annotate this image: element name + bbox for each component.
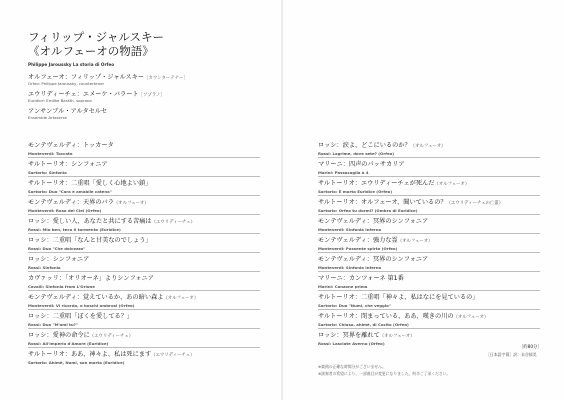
item-divider xyxy=(28,328,260,329)
item-divider xyxy=(318,157,540,158)
program-subtitle: Philippe Jaroussky La storia di Orfeo xyxy=(28,62,115,67)
program-item: ロッシ：シンフォニア Rossi: Sinfonia xyxy=(28,256,90,270)
performer-ensemble-en: Ensemble Artaserse xyxy=(28,115,67,120)
performer-euridice-en: Euridice: Emőke Baráth, soprano xyxy=(28,98,92,103)
item-divider xyxy=(318,290,540,291)
program-item: マリーニ：四声のパッサカリア Marini: Passacaglia à 4 xyxy=(318,161,405,175)
program-note: ※楽曲の正確な時間分がございません。 xyxy=(318,364,386,369)
program-item: ロッシ：涙よ、どこにいるのか？（オルフェーオ） Rossi: Lagrime, dove sete? (Orfeo) xyxy=(318,142,446,156)
item-divider xyxy=(28,176,260,177)
performer-orfeo-en: Orfeo: Philippe Jaroussky, countertenor xyxy=(28,81,105,86)
program-item: モンテヴェルディ：冥界のシンフォニア Monteverdi: Sinfonia Inferno xyxy=(318,256,429,270)
program-item: カヴァッリ：「オリオーネ」よりシンフォニア Cavalli: Sinfonia from L'Orione xyxy=(28,275,154,289)
program-item: マリーニ：カンツォーネ 第1番 Marini: Canzone prima xyxy=(318,275,404,289)
program-item: ロッシ：二重唱「ぼくを愛してる？」 Rossi: Duo "M'ami tu?" xyxy=(28,313,134,327)
item-divider xyxy=(318,328,540,329)
program-item: モンテヴェルディ：覚えているか、あの暗い森よ（オルフェーオ） Monteverdi: Vi ricorda, o boschi ombrosi (Orfeo) xyxy=(28,294,199,308)
program-item: モンテヴェルディ：トッカータ Monteverdi: Toccata xyxy=(28,142,114,156)
item-divider xyxy=(28,195,260,196)
item-divider xyxy=(28,157,260,158)
item-divider xyxy=(318,271,540,272)
page-title-line1: フィリップ・ジャルスキー xyxy=(28,30,165,44)
program-item: サルトーリオ：二重唱「神々よ、私はなにを見ているの」 Sartorio: Duo "Numi, che veggio" xyxy=(318,294,479,308)
item-divider xyxy=(318,176,540,177)
item-divider xyxy=(318,233,540,234)
program-item: サルトーリオ：オルフェーオ、聞いているの？（エウリディーチェの亡霊） Sartorio: Orfeo tu dormi? (Ombra di Euridice) xyxy=(318,199,504,213)
program-item: ロッシ：愛しい人、あなたと共にする苦痛は（エウリディーチェ） Rossi: Mio ben, teco il tormento (Euridice) xyxy=(28,218,195,232)
performer-orfeo: オルフェーオ：フィリップ・ジャルスキー［カウンターテナー］ xyxy=(28,74,188,81)
program-item: モンテヴェルディ：強力な霊（オルフェーオ） Monteverdi: Possente spirto (Orfeo) xyxy=(318,237,433,251)
page-title-line2: 《オルフェーオの物語》 xyxy=(28,44,154,58)
program-item: サルトーリオ：エウリディーチェが死んだ（オルフェーオ） Sartorio: È morta Euridice (Orfeo) xyxy=(318,180,470,194)
subtitle-translator: ［日本語字幕］訳：未谷郁美 xyxy=(486,352,537,357)
item-divider xyxy=(318,309,540,310)
item-divider xyxy=(28,309,260,310)
item-divider xyxy=(28,233,260,234)
program-item: モンテヴェルディ：冥界のシンフォニア Monteverdi: Sinfonia Inferno xyxy=(318,218,429,232)
program-item: サルトーリオ：閉まっている、ああ、嘆きの川の（オルフェーオ） Sartorio: Chiuso, ahimè, di Cocito (Orfeo) xyxy=(318,313,489,327)
program-item: サルトーリオ：シンフォニア Sartorio: Sinfonia xyxy=(28,161,108,175)
item-divider xyxy=(28,290,260,291)
program-item: ロッシ：冥界を離れて（オルフェーオ） Rossi: Lasciate Averno (Orfeo) xyxy=(318,332,415,346)
program-item: ロッシ：愛神の命令に（エウリディーチェ） Rossi: All'imperio d'Amore (Euridice) xyxy=(28,332,134,346)
performer-ensemble: アンサンブル・アルタセルセ xyxy=(28,108,108,115)
performer-euridice: エウリディーチェ：エメーケ・バラート［ソプラノ］ xyxy=(28,91,165,98)
program-item: サルトーリオ：ああ、神々よ、私は死にます（エウリディーチェ） Sartorio: Ahimè, Numi, son morta (Euridice) xyxy=(28,351,195,365)
item-divider xyxy=(28,252,260,253)
item-divider xyxy=(28,271,260,272)
item-divider xyxy=(28,214,260,215)
page-gutter xyxy=(281,0,283,400)
item-divider xyxy=(318,252,540,253)
program-note: ※演奏者の希望により、一部曲目が変更になりました。何卒ご了承ください。 xyxy=(318,371,451,376)
duration-label: ［約80分］ xyxy=(519,345,542,350)
item-divider xyxy=(28,347,260,348)
item-divider xyxy=(318,214,540,215)
item-divider xyxy=(318,195,540,196)
program-item: サルトーリオ：二重唱「愛しく心地よい鎖」 Sartorio: Duo "Cara e amabile catena" xyxy=(28,180,152,194)
program-item: ロッシ：二重唱「なんと甘美なのでしょう」 Rossi: Duo "Che dolcezza" xyxy=(28,237,152,251)
program-item: モンテヴェルディ：天界のバラ（オルフェーオ） Monteverdi: Rosa del Ciel (Orfeo) xyxy=(28,199,149,213)
